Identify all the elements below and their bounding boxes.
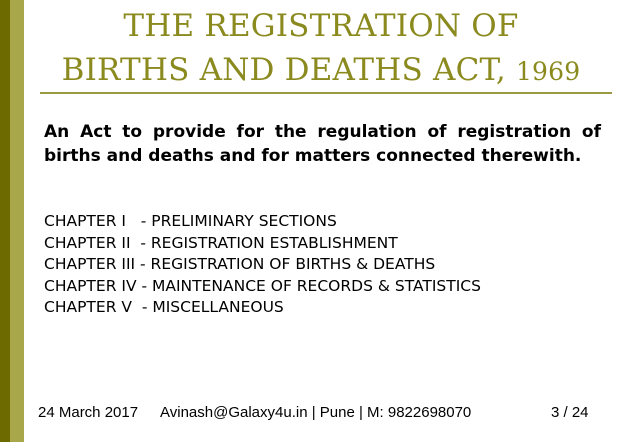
slide-title bbox=[24, 4, 618, 94]
chapter-item: CHAPTER III - REGISTRATION OF BIRTHS & DEATHS bbox=[44, 255, 436, 273]
chapter-list bbox=[44, 211, 481, 319]
footer-page-number: 3 / 24 bbox=[551, 404, 589, 421]
footer-author-contact: Avinash@Galaxy4u.in | Pune | M: 9822698070 bbox=[160, 404, 472, 421]
title-year: 1969 bbox=[515, 57, 581, 86]
title-line-2-text: BIRTHS AND DEATHS ACT, bbox=[61, 52, 516, 88]
chapter-item: CHAPTER II - REGISTRATION ESTABLISHMENT bbox=[44, 233, 398, 252]
chapter-item: CHAPTER IV - MAINTENANCE OF RECORDS & STATISTICS bbox=[44, 276, 481, 295]
title-line-2 bbox=[24, 48, 618, 94]
chapter-item: CHAPTER V - MISCELLANEOUS bbox=[44, 298, 284, 316]
left-accent-bar-dark bbox=[0, 0, 10, 442]
title-divider bbox=[40, 92, 612, 94]
act-description: An Act to provide for the regulation of registration of births and deaths and for matters connected therewith. bbox=[44, 122, 601, 166]
footer-date: 24 March 2017 bbox=[38, 404, 139, 421]
left-accent-bar-light bbox=[10, 0, 24, 442]
title-line-1: THE REGISTRATION OF bbox=[123, 8, 519, 44]
chapter-item: CHAPTER I - PRELIMINARY SECTIONS bbox=[44, 212, 337, 230]
